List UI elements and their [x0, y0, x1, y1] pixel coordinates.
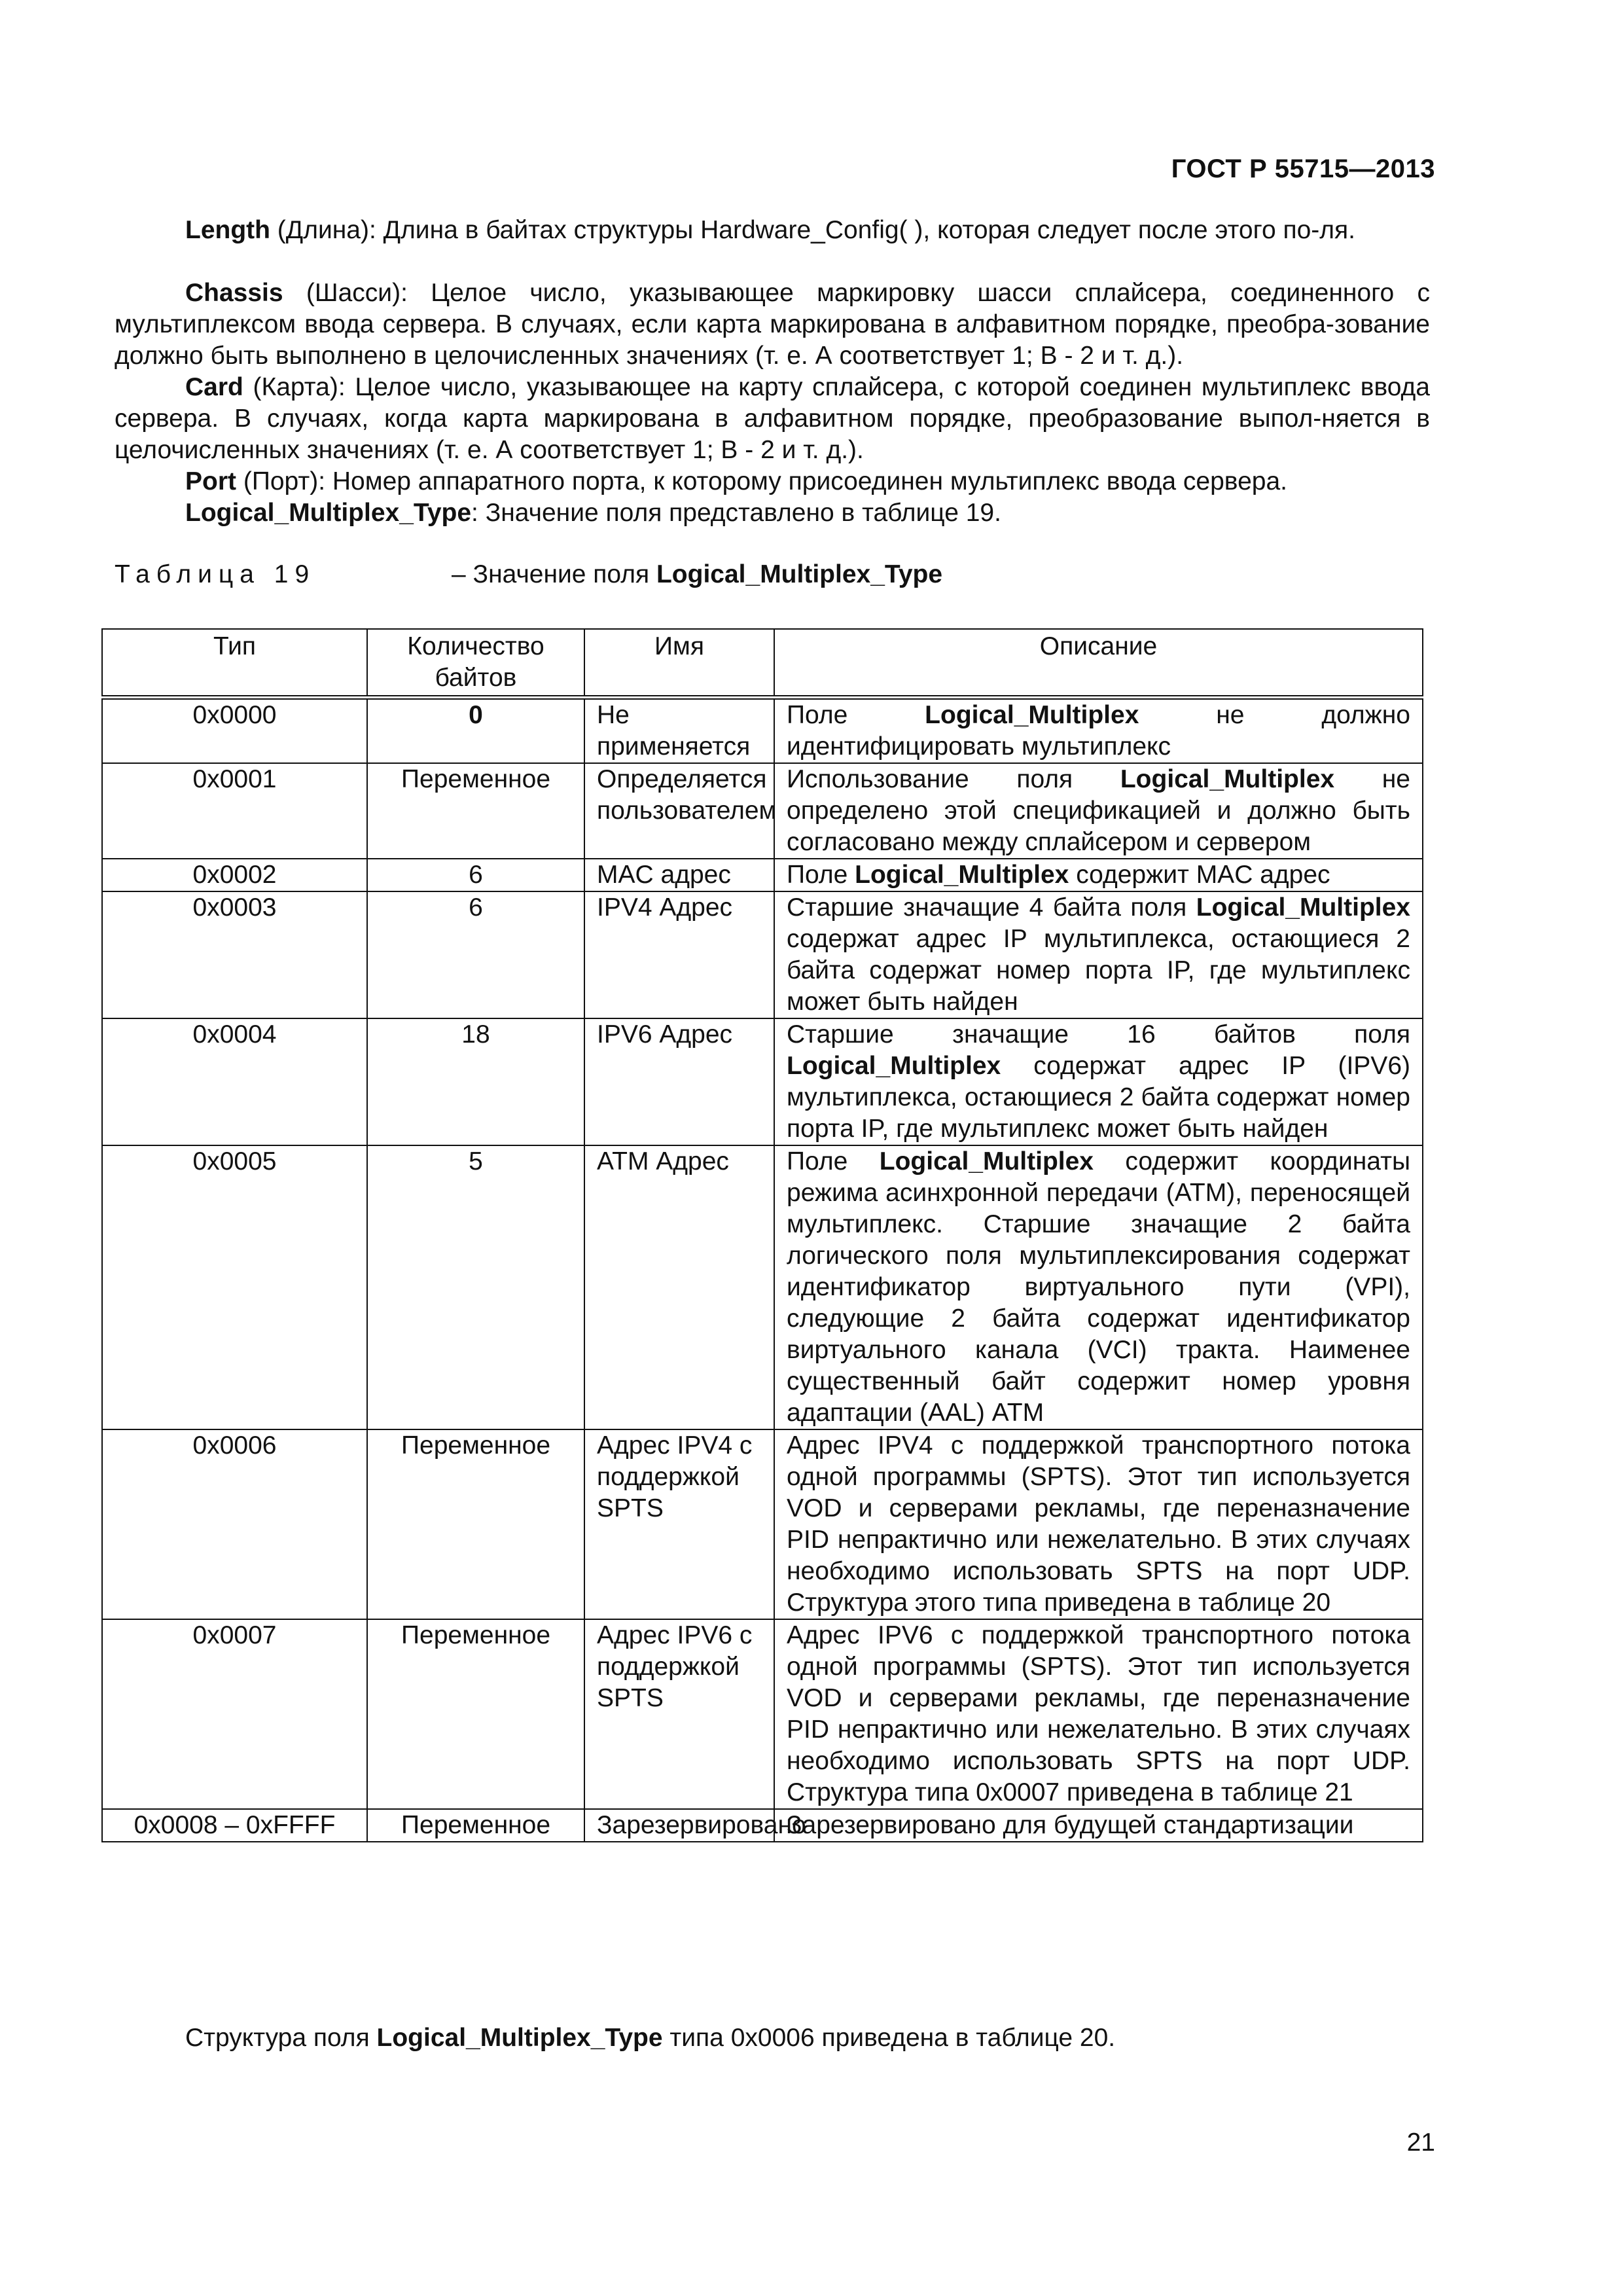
cell-type: 0x0004 — [102, 1018, 367, 1145]
paragraph-text: (Порт): Номер аппаратного порта, к которому присоединен мультиплекс ввода сервера. — [236, 467, 1287, 495]
table-row — [102, 1429, 1423, 1619]
header-description: Описание — [774, 629, 1423, 698]
cell-bytes: 6 — [367, 859, 584, 891]
paragraph-port — [115, 466, 1430, 497]
header-type: Тип — [102, 629, 367, 698]
header-name: Имя — [584, 629, 774, 698]
cell-type: 0x0005 — [102, 1145, 367, 1429]
cell-description: Старшие значащие 16 байтов поля Logical_Multiplex содержат адрес IP (IPV6) мультиплекса, остающиеся 2 байта содержат номер порта IP, где мультиплекс может быть найден — [774, 1018, 1423, 1145]
table-title: – Значение поля Logical_Multiplex_Type — [452, 560, 943, 588]
cell-name: IPV6 Адрес — [584, 1018, 774, 1145]
paragraph-text: (Шасси): Целое число, указывающее маркировку шасси сплайсера, соединенного с мультиплексом ввода сервера. В случаях, если карта маркирована в алфавитном порядке, преобра-зование должно быть выполнено в целочисленных значениях (т. е. А соответствует 1; В - 2 и т. д.). — [115, 279, 1430, 370]
cell-type: 0x0002 — [102, 859, 367, 891]
cell-type: 0x0001 — [102, 763, 367, 859]
table-row — [102, 1018, 1423, 1145]
cell-description: Адрес IPV4 с поддержкой транспортного потока одной программы (SPTS). Этот тип используется VOD и серверами рекламы, где переназначение PID непрактично или нежелательно. В этих случаях необходимо использовать SPTS на порт UDP. Структура этого типа приведена в таблице 20 — [774, 1429, 1423, 1619]
table-row — [102, 1809, 1423, 1842]
cell-description: Зарезервировано для будущей стандартизации — [774, 1809, 1423, 1842]
paragraph-text: (Карта): Целое число, указывающее на карту сплайсера, с которой соединен мультиплекс ввода сервера. В случаях, когда карта маркирована в алфавитном порядке, преобразование выпол-няется в целочисленных значениях (т. е. А соответствует 1; В - 2 и т. д.). — [115, 373, 1430, 464]
term: Length — [185, 216, 270, 244]
term: Chassis — [185, 279, 283, 307]
cell-type: 0x0006 — [102, 1429, 367, 1619]
footer-note: Структура поля Logical_Multiplex_Type типа 0x0006 приведена в таблице 20. — [185, 2024, 1116, 2052]
cell-name: ATM Адрес — [584, 1145, 774, 1429]
table-row — [102, 698, 1423, 764]
paragraph-logical-multiplex-type — [115, 497, 1430, 529]
cell-name: Зарезервировано — [584, 1809, 774, 1842]
cell-bytes: Переменное — [367, 1429, 584, 1619]
table-row — [102, 891, 1423, 1018]
paragraph-card — [115, 372, 1430, 466]
cell-description: Использование поля Logical_Multiplex не определено этой спецификацией и должно быть согласовано между сплайсером и сервером — [774, 763, 1423, 859]
cell-name: Определяется пользователем — [584, 763, 774, 859]
table-label: Таблица 19 — [115, 560, 316, 588]
cell-description: Адрес IPV6 с поддержкой транспортного потока одной программы (SPTS). Этот тип используется VOD и серверами рекламы, где переназначение PID непрактично или нежелательно. В этих случаях необходимо использовать SPTS на порт UDP. Структура типа 0x0007 приведена в таблице 21 — [774, 1619, 1423, 1809]
header-bytes: Количество байтов — [367, 629, 584, 698]
paragraph-text: : Значение поля представлено в таблице 19. — [471, 499, 1001, 527]
cell-bytes: Переменное — [367, 763, 584, 859]
table-caption — [115, 560, 1096, 593]
document-id: ГОСТ Р 55715—2013 — [1171, 154, 1435, 183]
cell-bytes: 18 — [367, 1018, 584, 1145]
cell-bytes: 6 — [367, 891, 584, 1018]
cell-description: Поле Logical_Multiplex не должно идентифицировать мультиплекс — [774, 698, 1423, 764]
cell-name: Адрес IPV6 с поддержкой SPTS — [584, 1619, 774, 1809]
cell-bytes: 0 — [367, 698, 584, 764]
term: Logical_Multiplex_Type — [185, 499, 472, 527]
cell-bytes: 5 — [367, 1145, 584, 1429]
page-number: 21 — [1406, 2128, 1435, 2157]
paragraph-text: (Длина): Длина в байтах структуры Hardware_Config( ), которая следует после этого по-ля. — [270, 216, 1356, 244]
cell-name: MAC адрес — [584, 859, 774, 891]
cell-bytes: Переменное — [367, 1619, 584, 1809]
cell-description: Старшие значащие 4 байта поля Logical_Multiplex содержат адрес IP мультиплекса, остающиеся 2 байта содержат номер порта IP, где мультиплекс может быть найден — [774, 891, 1423, 1018]
cell-name: IPV4 Адрес — [584, 891, 774, 1018]
paragraph-chassis — [115, 278, 1430, 372]
table-row — [102, 763, 1423, 859]
cell-name: Не применяется — [584, 698, 774, 764]
table-row — [102, 1145, 1423, 1429]
cell-description: Поле Logical_Multiplex содержит координаты режима асинхронной передачи (ATM), переносящей мультиплекс. Старшие значащие 2 байта логического поля мультиплексирования содержат идентификатор виртуального пути (VPI), следующие 2 байта содержат идентификатор виртуального канала (VCI) тракта. Наименее существенный байт содержит номер уровня адаптации (AAL) ATM — [774, 1145, 1423, 1429]
cell-type: 0x0007 — [102, 1619, 367, 1809]
cell-name: Адрес IPV4 с поддержкой SPTS — [584, 1429, 774, 1619]
cell-type: 0x0000 — [102, 698, 367, 764]
term: Port — [185, 467, 236, 495]
cell-type: 0x0003 — [102, 891, 367, 1018]
paragraph-length — [115, 215, 1430, 246]
table-row — [102, 1619, 1423, 1809]
cell-bytes: Переменное — [367, 1809, 584, 1842]
cell-description: Поле Logical_Multiplex содержит MAC адрес — [774, 859, 1423, 891]
cell-type: 0x0008 – 0xFFFF — [102, 1809, 367, 1842]
table-header-row — [102, 629, 1423, 698]
table-row — [102, 859, 1423, 891]
logical-multiplex-type-table — [101, 628, 1423, 1842]
term: Card — [185, 373, 243, 401]
